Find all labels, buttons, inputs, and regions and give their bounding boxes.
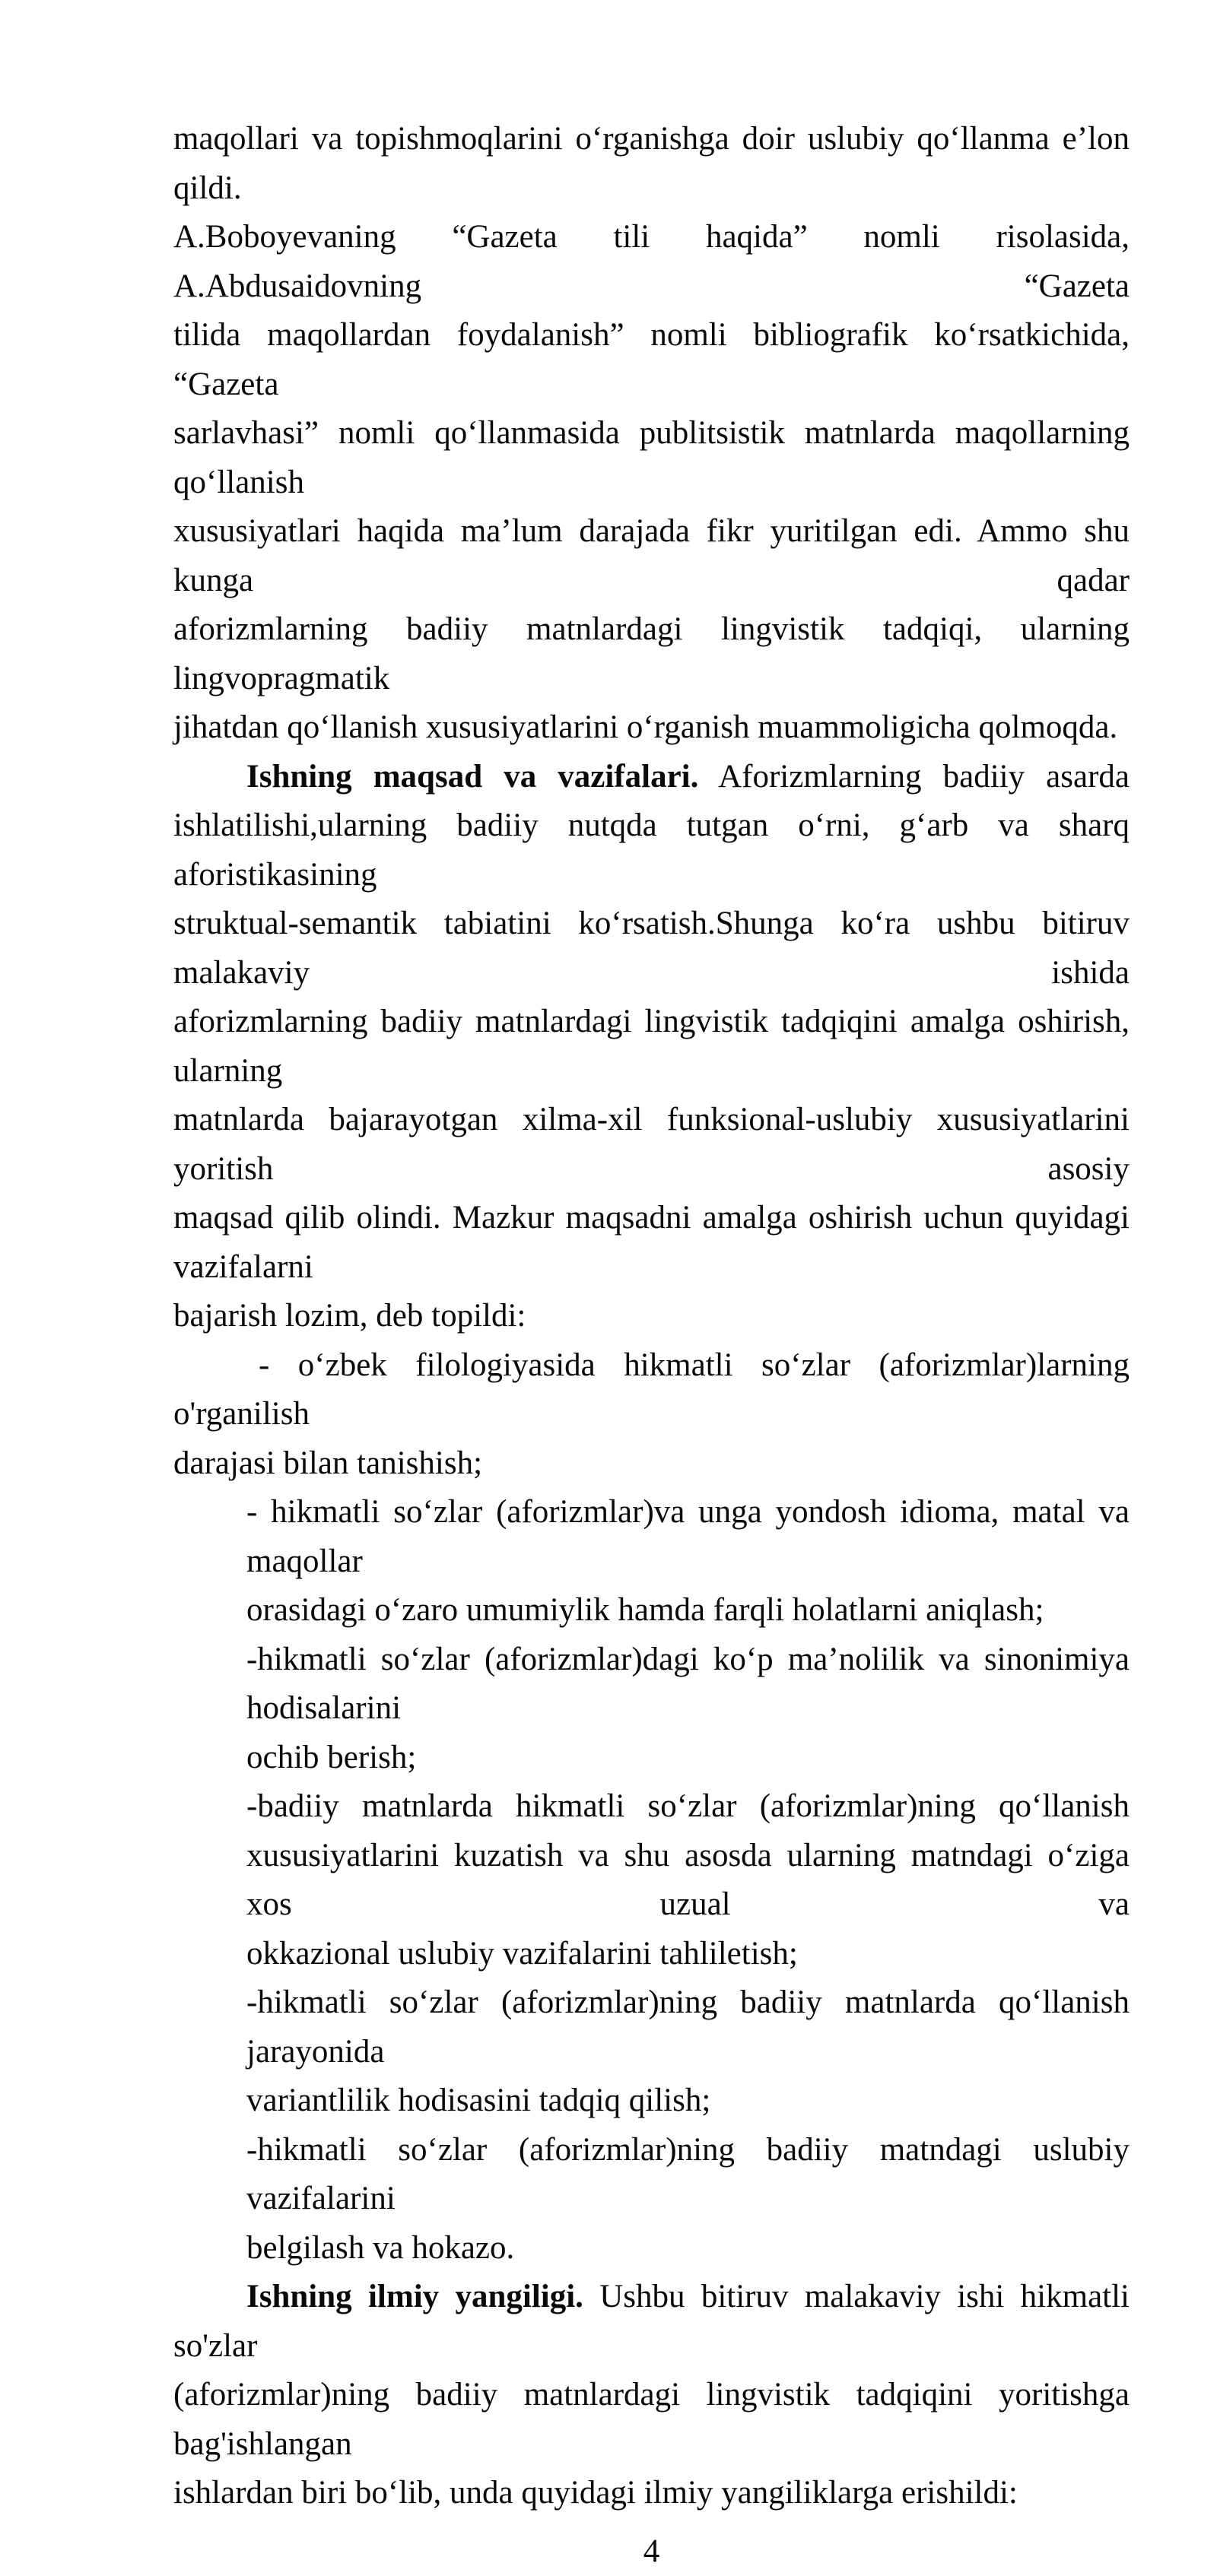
text-line: struktual-semantik tabiatini ko‘rsatish.Shunga ko‘ra ushbu bitiruv malakaviy ishida — [173, 899, 1130, 998]
text-line: ishlardan biri bo‘lib, unda quyidagi ilmiy yangiliklarga erishildi: — [173, 2469, 1130, 2518]
list-item-line: -hikmatli so‘zlar (aforizmlar)ning badiiy matnlarda qo‘llanish jarayonida — [246, 1978, 1130, 2076]
text-line: jihatdan qo‘llanish xususiyatlarini o‘rganish muammoligicha qolmoqda. — [173, 703, 1130, 753]
list-item-line: - o‘zbek filologiyasida hikmatli so‘zlar (aforizmlar)larning o'rganilish — [173, 1341, 1130, 1439]
list-item-line: belgilash va hokazo. — [246, 2224, 1130, 2273]
list-item-line: orasidagi o‘zaro umumiylik hamda farqli holatlarni aniqlash; — [246, 1586, 1130, 1635]
text-line: maqollari va topishmoqlarini o‘rganishga doir uslubiy qo‘llanma e’lon qildi. — [173, 115, 1130, 213]
text-line: aforizmlarning badiiy matnlardagi lingvistik tadqiqini amalga oshirish, ularning — [173, 998, 1130, 1096]
text-column — [173, 115, 1130, 2576]
text-line: ishlatilishi,ularning badiiy nutqda tutgan o‘rni, g‘arb va sharq aforistikasining — [173, 801, 1130, 899]
text-line: xususiyatlari haqida ma’lum darajada fikr yuritilgan edi. Ammo shu kunga qadar — [173, 507, 1130, 605]
list-item-line: -hikmatli so‘zlar (aforizmlar)ning badiiy matndagi uslubiy vazifalarini — [246, 2126, 1130, 2224]
text-line: sarlavhasi” nomli qo‘llanmasida publitsistik matnlarda maqollarning qo‘llanish — [173, 409, 1130, 507]
list-item-line: okkazional uslubiy vazifalarini tahliletish; — [246, 1930, 1130, 1979]
list-item-line: ochib berish; — [246, 1734, 1130, 1783]
list-item-line: xususiyatlarini kuzatish va shu asosda ularning matndagi o‘ziga xos uzual va — [246, 1832, 1130, 1930]
list-item-line: darajasi bilan tanishish; — [173, 1439, 1130, 1489]
text-segment: Ushbu bitiruv malakaviy ishi hikmatli so'zlar — [173, 2279, 1130, 2364]
text-line: tilida maqollardan foydalanish” nomli bibliografik ko‘rsatkichida, “Gazeta — [173, 311, 1130, 409]
page-number: 4 — [173, 2527, 1130, 2576]
section-heading-yangilik: Ishning ilmiy yangiligi. — [246, 2279, 583, 2314]
text-line: aforizmlarning badiiy matnlardagi lingvistik tadqiqi, ularning lingvopragmatik — [173, 605, 1130, 703]
text-line: (aforizmlar)ning badiiy matnlardagi lingvistik tadqiqini yoritishga bag'ishlangan — [173, 2371, 1130, 2469]
text-line: A.Boboyevaning “Gazeta tili haqida” nomli risolasida, A.Abdusaidovning “Gazeta — [173, 213, 1130, 311]
text-line — [173, 753, 1130, 802]
list-item-line: -hikmatli so‘zlar (aforizmlar)dagi ko‘p ma’nolilik va sinonimiya hodisalarini — [246, 1635, 1130, 1734]
section-heading-maqsad: Ishning maqsad va vazifalari. — [246, 759, 698, 795]
text-line: bajarish lozim, deb topildi: — [173, 1292, 1130, 1341]
text-line — [173, 2273, 1130, 2371]
list-item-line: - hikmatli so‘zlar (aforizmlar)va unga yondosh idioma, matal va maqollar — [246, 1488, 1130, 1586]
list-item-line: -badiiy matnlarda hikmatli so‘zlar (aforizmlar)ning qo‘llanish — [246, 1782, 1130, 1832]
text-segment: Aforizmlarning badiiy asarda — [718, 759, 1130, 795]
text-line: maqsad qilib olindi. Mazkur maqsadni amalga oshirish uchun quyidagi vazifalarni — [173, 1194, 1130, 1292]
text-line: matnlarda bajarayotgan xilma-xil funksional-uslubiy xususiyatlarini yoritish asosiy — [173, 1096, 1130, 1194]
list-item-line: variantlilik hodisasini tadqiq qilish; — [246, 2076, 1130, 2126]
